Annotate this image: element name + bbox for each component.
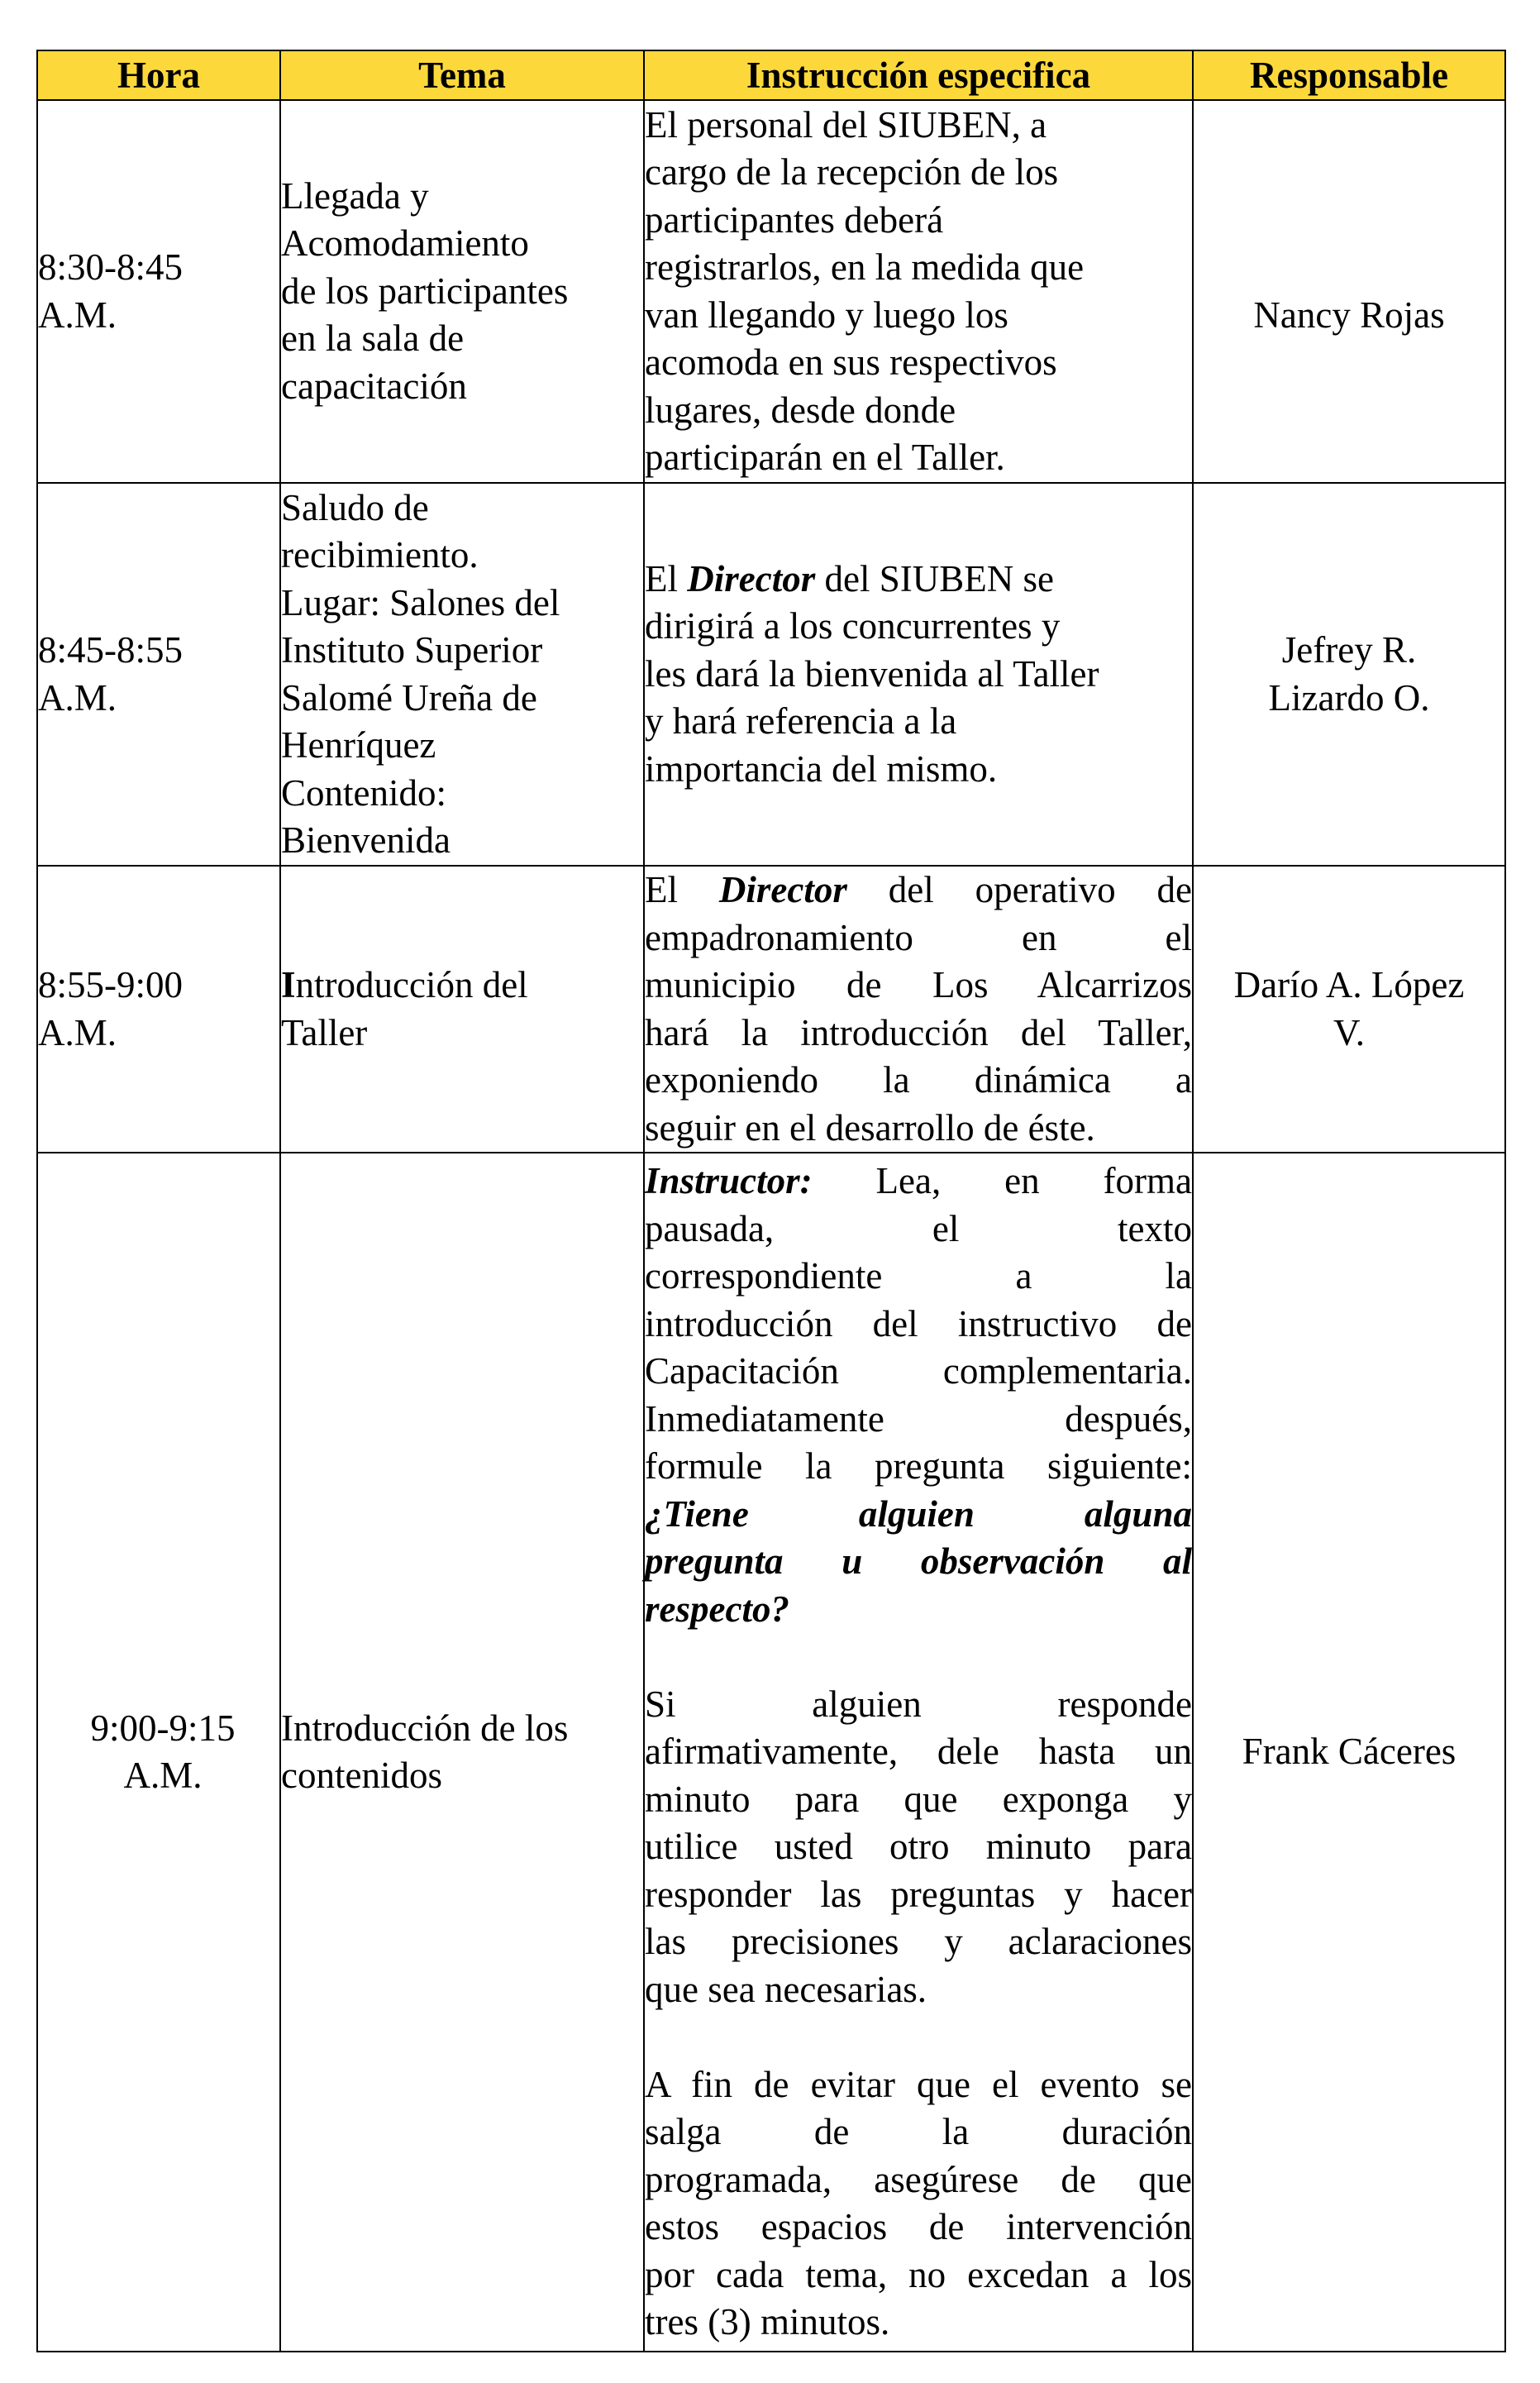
table-row (37, 483, 1505, 866)
responsable-name: V. (1333, 1011, 1365, 1053)
instruccion-line: salga de la duración (645, 2111, 1192, 2153)
instruccion-line: afirmativamente, dele hasta un (645, 1731, 1192, 1773)
header-responsable: Responsable (1193, 50, 1505, 100)
tema-line: Saludo de (281, 486, 429, 528)
instruccion-text: del operativo de (846, 869, 1192, 910)
hora-cell (37, 483, 280, 866)
instruccion-line: minuto para que exponga y (645, 1778, 1192, 1820)
instruccion-line: formule la pregunta siguiente: (645, 1445, 1192, 1488)
instruccion-line: correspondiente a la (645, 1255, 1192, 1297)
tema-line: Bienvenida (281, 819, 451, 861)
instruccion-line: responder las preguntas y hacer (645, 1873, 1192, 1915)
instruccion-line: participantes deberá (645, 198, 944, 241)
header-instruccion: Instrucción especifica (644, 50, 1193, 100)
instruccion-line: les dará la bienvenida al Taller (645, 652, 1099, 695)
instruccion-text: Lea, en forma (812, 1160, 1192, 1202)
tema-line: Taller (281, 1011, 368, 1053)
tema-cell (280, 100, 644, 483)
hora-line: A.M. (123, 1755, 203, 1796)
tema-text: ntroducción del (295, 964, 528, 1005)
instruccion-text: del SIUBEN se (815, 557, 1054, 599)
instruccion-line: seguir en el desarrollo de éste. (645, 1106, 1095, 1149)
instruccion-line (645, 867, 1192, 915)
instruccion-line: tres (3) minutos. (645, 2301, 890, 2343)
paragraph-gap (645, 1633, 1192, 1681)
instruccion-line: que sea necesarias. (645, 1968, 927, 2010)
instruccion-line: dirigirá a los concurrentes y (645, 605, 1061, 647)
tema-line: en la sala de (281, 318, 465, 360)
header-hora: Hora (37, 50, 280, 100)
schedule-table (36, 50, 1506, 2352)
tema-line: recibimiento. (281, 534, 479, 575)
responsable-name: Darío A. López (1233, 964, 1465, 1005)
hora-cell (37, 1153, 280, 2352)
hora-line: A.M. (38, 294, 117, 336)
tema-cell (280, 1153, 644, 2352)
instruccion-cell (644, 866, 1193, 1153)
instruccion-cell (644, 100, 1193, 483)
responsable-name: Nancy Rojas (1253, 294, 1445, 336)
question-line: respecto? (645, 1588, 789, 1630)
instructor-label: Instructor: (645, 1160, 813, 1202)
instruccion-line: programada, asegúrese de que (645, 2158, 1192, 2200)
question-line: pregunta u observación al (645, 1540, 1192, 1583)
instruccion-line: participarán en el Taller. (645, 437, 1005, 478)
instruccion-line: cargo de la recepción de los (645, 151, 1059, 193)
instruccion-line: Inmediatamente después, (645, 1397, 1192, 1440)
instruccion-line: introducción del instructivo de (645, 1302, 1192, 1344)
responsable-name: Jefrey R. (1281, 629, 1417, 671)
instruccion-line: hará la introducción del Taller, (645, 1011, 1192, 1053)
instruccion-line: pausada, el texto (645, 1207, 1192, 1249)
tema-line: Llegada y (281, 174, 429, 217)
question-line: ¿Tiene alguien alguna (645, 1492, 1192, 1535)
instruccion-cell (644, 483, 1193, 866)
tema-line: Lugar: Salones del (281, 581, 560, 623)
tema-line: Henríquez (281, 724, 436, 766)
responsable-cell (1193, 100, 1505, 483)
paragraph-gap (645, 2013, 1192, 2061)
tema-cell (280, 866, 644, 1153)
tema-line: Acomodamiento (281, 222, 529, 265)
table-row (37, 1153, 1505, 2352)
instruccion-text: El (645, 557, 688, 599)
hora-line: A.M. (38, 1011, 117, 1053)
responsable-name: Lizardo O. (1268, 676, 1430, 719)
instruccion-line: utilice usted otro minuto para (645, 1826, 1192, 1868)
instruccion-line: lugares, desde donde (645, 389, 956, 431)
responsable-cell (1193, 483, 1505, 866)
table-row (37, 100, 1505, 483)
tema-line: de los participantes (281, 270, 569, 312)
table-row (37, 866, 1505, 1153)
hora-cell (37, 100, 280, 483)
instruccion-line: municipio de Los Alcarrizos (645, 964, 1192, 1005)
responsable-cell (1193, 1153, 1505, 2352)
tema-initial: I (281, 964, 296, 1005)
tema-line: Contenido: (281, 771, 446, 814)
instruccion-line: Capacitación complementaria. (645, 1350, 1192, 1392)
instruccion-line: El personal del SIUBEN, a (645, 103, 1047, 146)
responsable-name: Frank Cáceres (1242, 1731, 1457, 1773)
hora-cell (37, 866, 280, 1153)
instruccion-line: estos espacios de intervención (645, 2206, 1192, 2248)
header-row (37, 50, 1505, 100)
instruccion-line: exponiendo la dinámica a (645, 1059, 1192, 1101)
director-label: Director (687, 557, 816, 599)
tema-line (281, 962, 643, 1010)
instruccion-line: las precisiones y aclaraciones (645, 1921, 1192, 1963)
tema-line: Introducción de los (281, 1707, 569, 1749)
instruccion-line: Si alguien responde (645, 1683, 1192, 1725)
tema-line: contenidos (281, 1755, 442, 1796)
director-label: Director (718, 869, 847, 910)
instruccion-text: El (645, 869, 719, 910)
instruccion-line: van llegando y luego los (645, 294, 1008, 336)
instruccion-line: importancia del mismo. (645, 747, 998, 790)
tema-line: capacitación (281, 365, 467, 407)
responsable-cell (1193, 866, 1505, 1153)
tema-cell (280, 483, 644, 866)
hora-line: 8:30-8:45 (38, 246, 183, 288)
hora-line: 8:45-8:55 (38, 629, 183, 671)
instruccion-line: acomoda en sus respectivos (645, 341, 1057, 383)
instruccion-cell (644, 1153, 1193, 2352)
instruccion-line: registrarlos, en la medida que (645, 246, 1085, 288)
instruccion-line (645, 1158, 1192, 1206)
hora-line: A.M. (38, 676, 117, 719)
instruccion-line: A fin de evitar que el evento se (645, 2063, 1192, 2105)
hora-line: 9:00-9:15 (90, 1707, 236, 1749)
hora-line: 8:55-9:00 (38, 964, 183, 1005)
instruccion-line (645, 556, 1192, 604)
instruccion-line: por cada tema, no excedan a los (645, 2253, 1192, 2295)
tema-line: Instituto Superior (281, 629, 543, 671)
instruccion-line: y hará referencia a la (645, 700, 957, 743)
instruccion-line: empadronamiento en el (645, 916, 1192, 958)
header-tema: Tema (280, 50, 644, 100)
tema-line: Salomé Ureña de (281, 676, 537, 719)
